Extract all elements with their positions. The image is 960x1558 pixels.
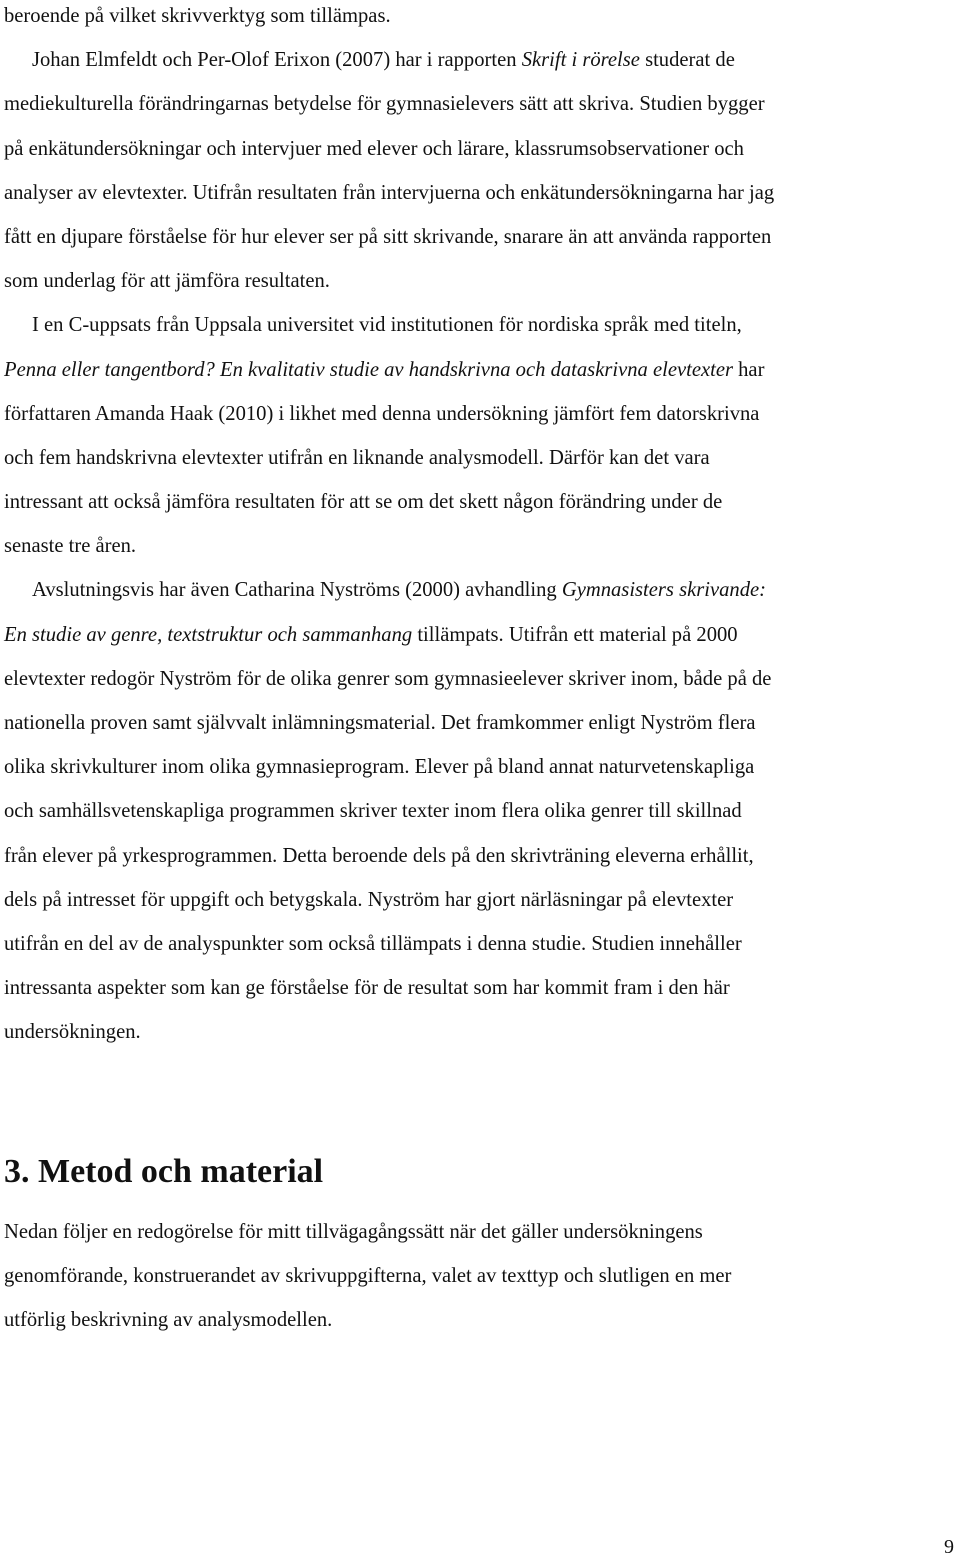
text-segment: studerat de [639, 49, 735, 72]
text-segment: intressanta aspekter som kan ge förståelse för de resultat som har kommit fram i den här [4, 977, 730, 1000]
text-line [4, 348, 774, 392]
body-text-bottom [4, 1210, 731, 1343]
text-line [4, 657, 774, 701]
text-line [4, 922, 774, 966]
text-segment: utförlig beskrivning av analysmodellen. [4, 1309, 333, 1332]
text-segment: Avslutningsvis har även Catharina Nyströms (2000) avhandling [32, 579, 562, 602]
text-segment: genomförande, konstruerandet av skrivuppgifterna, valet av texttyp och slutligen en mer [4, 1265, 732, 1288]
italic-title-text: Skrift i rörelse [521, 49, 640, 72]
text-segment: senaste tre åren. [4, 535, 137, 558]
text-line [4, 127, 774, 171]
text-line [4, 1010, 774, 1054]
italic-title-text: Penna eller tangentbord? En kvalitativ studie av handskrivna och dataskrivna elevtexter [4, 358, 733, 381]
text-line [4, 82, 774, 126]
text-line [4, 745, 774, 789]
document-page [4, 0, 956, 1558]
text-segment: tillämpats. Utifrån ett material på 2000 [412, 623, 738, 646]
text-segment: mediekulturella förändringarnas betydelse för gymnasielevers sätt att skriva. Studien bygger [4, 93, 765, 116]
text-segment: dels på intresset för uppgift och betygskala. Nyström har gjort närläsningar på elevtexter [4, 888, 734, 911]
text-segment: beroende på vilket skrivverktyg som tillämpas. [4, 5, 391, 27]
text-line [4, 524, 774, 568]
text-line [4, 834, 774, 878]
text-segment: författaren Amanda Haak (2010) i likhet med denna undersökning jämfört fem datorskrivna [4, 402, 760, 425]
text-segment: på enkätundersökningar och intervjuer med elever och lärare, klassrumsobservationer och [4, 137, 744, 160]
text-line [4, 789, 774, 833]
text-line [4, 613, 774, 657]
text-segment: undersökningen. [4, 1021, 141, 1044]
text-segment: har [732, 358, 765, 381]
text-segment: och fem handskrivna elevtexter utifrån en liknande analysmodell. Därför kan det vara [4, 446, 710, 469]
text-line [4, 171, 774, 215]
text-line [4, 0, 774, 38]
text-segment: I en C-uppsats från Uppsala universitet vid institutionen för nordiska språk med titeln, [32, 314, 742, 337]
text-line [4, 303, 774, 347]
text-line [4, 215, 774, 259]
italic-title-text: Gymnasisters skrivande: [561, 579, 767, 602]
text-segment: intressant att också jämföra resultaten för att se om det skett någon förändring under de [4, 491, 723, 514]
text-line [4, 392, 774, 436]
text-segment: utifrån en del av de analyspunkter som också tillämpats i denna studie. Studien innehåller [4, 932, 742, 955]
text-segment: som underlag för att jämföra resultaten. [4, 270, 330, 293]
text-segment: elevtexter redogör Nyström för de olika genrer som gymnasieelever skriver inom, både på de [4, 667, 772, 690]
text-segment: och samhällsvetenskapliga programmen skriver texter inom flera olika genrer till skillnad [4, 800, 742, 823]
text-line [4, 436, 774, 480]
text-line [4, 38, 774, 82]
text-segment: nationella proven samt självvalt inlämningsmaterial. Det framkommer enligt Nyström flera [4, 712, 756, 734]
section-heading: 3. Metod och material [4, 1153, 324, 1190]
text-line [4, 1210, 731, 1254]
text-line [4, 1254, 731, 1298]
text-segment: Nedan följer en redogörelse för mitt tillvägagångssätt när det gäller undersökningens [4, 1221, 703, 1243]
text-segment: olika skrivkulturer inom olika gymnasieprogram. Elever på bland annat naturvetenskapliga [4, 756, 755, 779]
text-line [4, 966, 774, 1010]
text-segment: Johan Elmfeldt och Per-Olof Erixon (2007) har i rapporten [32, 49, 522, 72]
text-line [4, 878, 774, 922]
text-segment: fått en djupare förståelse för hur elever ser på sitt skrivande, snarare än att använda rapporten [4, 225, 772, 248]
text-segment: från elever på yrkesprogrammen. Detta beroende dels på den skrivträning eleverna erhållit, [4, 844, 754, 867]
text-line [4, 701, 774, 745]
body-text-top [4, 0, 774, 1055]
text-segment: analyser av elevtexter. Utifrån resultaten från intervjuerna och enkätundersökningarna har jag [4, 181, 775, 204]
text-line [4, 568, 774, 612]
text-line [4, 480, 774, 524]
text-line [4, 1298, 731, 1342]
text-line [4, 259, 774, 303]
italic-title-text: En studie av genre, textstruktur och sammanhang [4, 623, 413, 646]
page-number: 9 [944, 1536, 954, 1558]
